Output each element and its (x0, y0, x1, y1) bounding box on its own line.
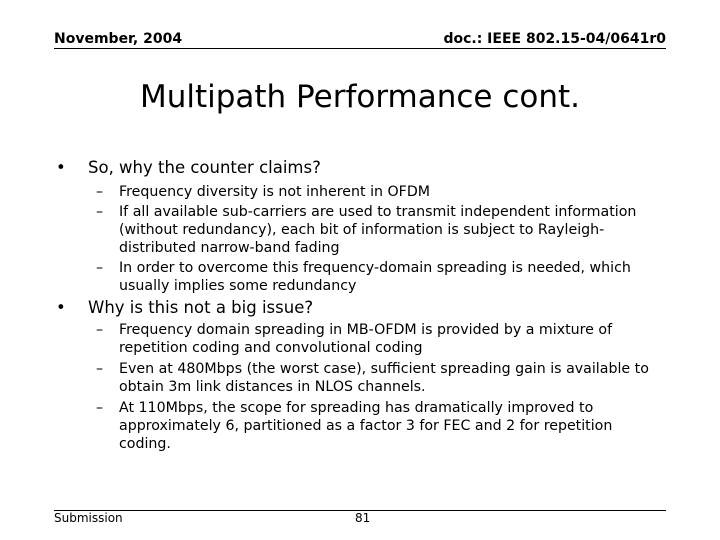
bullet-marker: • (56, 298, 66, 317)
sub-bullet-line: obtain 3m link distances in NLOS channels. (119, 379, 426, 395)
sub-bullet-line: (without redundancy), each bit of information is subject to Rayleigh- (119, 222, 605, 238)
sub-bullet-line: usually implies some redundancy (119, 278, 357, 294)
sub-bullet-dash: – (96, 322, 104, 338)
sub-bullet-dash: – (96, 260, 104, 276)
footer-label: Submission (54, 511, 123, 525)
bullet-text: So, why the counter claims? (88, 158, 321, 177)
sub-bullet-text (119, 259, 649, 295)
bullet-marker: • (56, 158, 66, 177)
sub-bullet-line: distributed narrow-band fading (119, 240, 340, 256)
sub-bullet-text (119, 183, 649, 201)
sub-bullet-line: approximately 6, partitioned as a factor 3 for FEC and 2 for repetition (119, 418, 613, 434)
sub-bullet-line: In order to overcome this frequency-domain spreading is needed, which (119, 260, 631, 276)
header-divider (54, 48, 666, 49)
sub-bullet-dash: – (96, 184, 104, 200)
header-date: November, 2004 (54, 31, 183, 47)
slide-title: Multipath Performance cont. (139, 79, 581, 115)
sub-bullet-text (119, 399, 649, 453)
sub-bullet-line: If all available sub-carriers are used to transmit independent information (119, 204, 637, 220)
sub-bullet-line: repetition coding and convolutional coding (119, 340, 423, 356)
bullet-text: Why is this not a big issue? (88, 298, 314, 317)
sub-bullet-line: Even at 480Mbps (the worst case), sufficient spreading gain is available to (119, 361, 649, 377)
sub-bullet-line: At 110Mbps, the scope for spreading has dramatically improved to (119, 400, 594, 416)
sub-bullet-text (119, 321, 649, 357)
sub-bullet-dash: – (96, 361, 104, 377)
sub-bullet-dash: – (96, 400, 104, 416)
sub-bullet-line: coding. (119, 436, 171, 452)
sub-bullet-text (119, 203, 649, 257)
sub-bullet-text (119, 360, 649, 396)
page-number: 81 (355, 511, 371, 525)
header-doc-id: doc.: IEEE 802.15-04/0641r0 (443, 31, 666, 47)
sub-bullet-line: Frequency domain spreading in MB-OFDM is provided by a mixture of (119, 322, 613, 338)
sub-bullet-line: Frequency diversity is not inherent in OFDM (119, 184, 431, 200)
sub-bullet-dash: – (96, 204, 104, 220)
